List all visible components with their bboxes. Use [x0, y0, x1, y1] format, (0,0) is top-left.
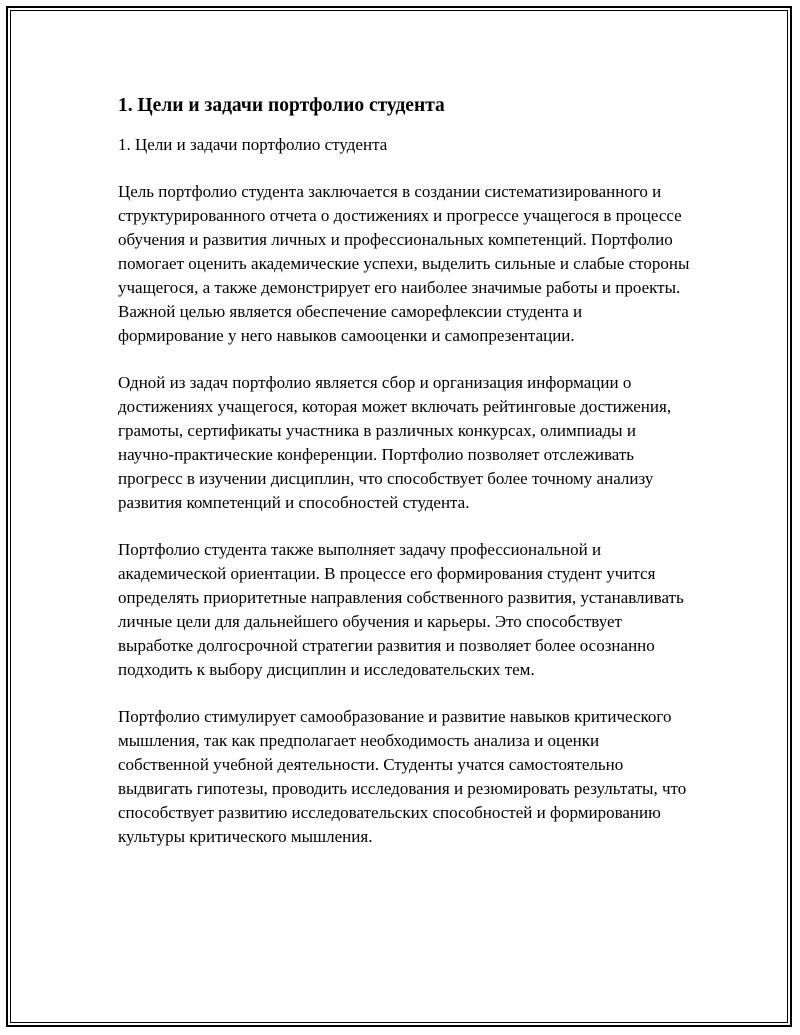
paragraph-orientation: Портфолио студента также выполняет задачу профессиональной и академической ориентации. В процессе его формирования студент учится определять приоритетные направления собственного развития, устанавливать личные цели для дальнейшего обучения и карьеры. Это способствует выработке долгосрочной стратегии развития и позволяет более осознанно подходить к выбору дисциплин и исследовательских тем.	[118, 540, 684, 679]
paragraph-self-education: Портфолио стимулирует самообразование и развитие навыков критического мышления, так как предполагает необходимость анализа и оценки собственной учебной деятельности. Студенты учатся самостоятельно выдвигать гипотезы, проводить исследования и резюмировать результаты, что способствует развитию исследовательских способностей и формированию культуры критического мышления.	[118, 707, 687, 846]
document-body	[118, 93, 690, 849]
section-subheading: 1. Цели и задачи портфолио студента	[118, 135, 388, 154]
paragraph-tasks: Одной из задач портфолио является сбор и организация информации о достижениях учащегося, которая может включать рейтинговые достижения, грамоты, сертификаты участника в различных конкурсах, олимпиады и научно-практические конференции. Портфолио позволяет отслеживать прогресс в изучении дисциплин, что способствует более точному анализу развития компетенций и способностей студента.	[118, 373, 672, 512]
section-heading: 1. Цели и задачи портфолио студента	[118, 95, 445, 116]
paragraph-goals: Цель портфолио студента заключается в создании систематизированного и структурированного отчета о достижениях и прогрессе учащегося в процессе обучения и развития личных и профессиональных компетенций. Портфолио помогает оценить академические успехи, выделить сильные и слабые стороны учащегося, а также демонстрирует его наиболее значимые работы и проекты. Важной целью является обеспечение саморефлексии студента и формирование у него навыков самооценки и самопрезентации.	[118, 182, 690, 345]
